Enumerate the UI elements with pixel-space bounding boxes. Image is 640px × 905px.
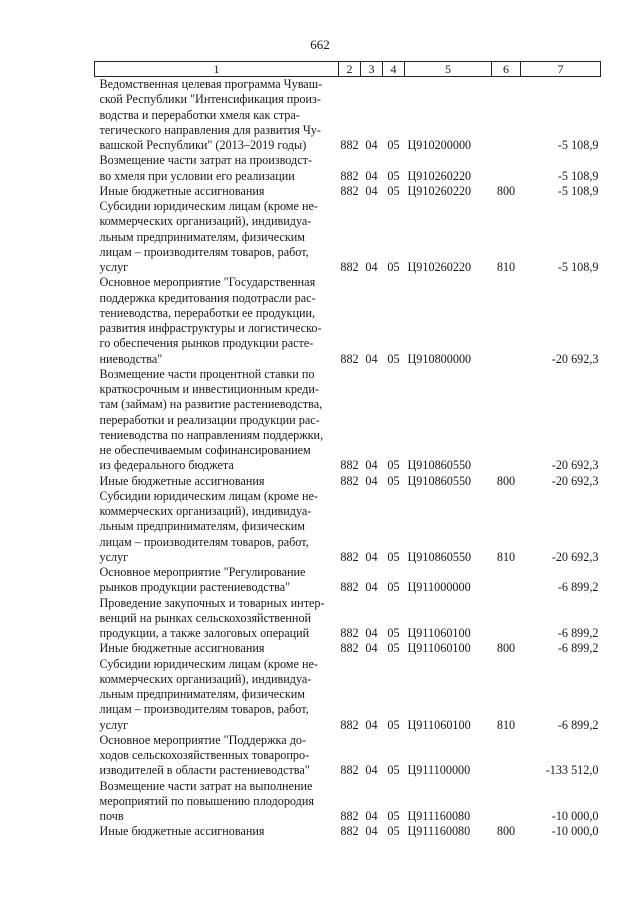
cell-target-article: Ц910260220 [407,183,472,198]
cell-expense-type: 810 [496,717,516,732]
cell-expense-type [492,367,521,474]
table-row [95,367,601,474]
cell-ministry-code: 882 [340,168,359,183]
description-line: услуг [99,549,129,564]
cell-expense-type [492,77,521,154]
description-line: венций на рынках сельскохозяйственной [99,610,312,625]
description-line: льным предпринимателям, физическим [99,519,305,534]
cell-amount: -20 692,3 [551,458,599,473]
cell-subsection: 05 [387,626,400,640]
header-cell-amount: 7 [521,62,601,77]
row-description [95,824,339,839]
table-row [95,641,601,656]
cell-section: 04 [365,351,378,366]
cell-amount: -20 692,3 [551,351,599,366]
description-line: Субсидии юридическим лицам (кроме не- [99,656,318,671]
row-description [95,641,339,656]
cell-subsection: 05 [387,809,400,823]
cell-amount: -5 108,9 [557,138,599,152]
description-line: лицам – производителям товаров, работ, [99,244,309,259]
description-line: ской Республики "Интенсификация произ- [99,92,321,107]
description-line: го обеспечения рынков продукции расте- [99,336,314,351]
description-line: изводителей в области растениеводства" [99,763,310,778]
cell-amount: -10 000,0 [551,824,599,839]
description-line: льным предпринимателям, физическим [99,229,305,244]
description-line: Иные бюджетные ассигнования [99,641,265,656]
description-line: Иные бюджетные ассигнования [99,473,265,488]
description-line: продукции, а также залоговых операций [99,626,310,640]
table-header [95,62,601,77]
description-line: Возмещение части затрат на выполнение [99,778,313,793]
cell-target-article: Ц911000000 [407,580,471,595]
cell-target-article: Ц911060100 [407,626,471,640]
row-description [95,77,339,154]
table-row [95,199,601,275]
table-row [95,657,601,733]
table-row [95,474,601,489]
row-description [95,275,339,367]
cell-expense-type [492,596,521,642]
cell-subsection: 05 [387,260,400,274]
cell-ministry-code: 882 [340,138,359,152]
cell-subsection: 05 [387,351,400,366]
cell-target-article: Ц911160080 [407,809,471,823]
cell-ministry-code: 882 [340,351,359,366]
cell-ministry-code: 882 [340,809,359,823]
cell-section: 04 [365,824,378,839]
cell-amount: -5 108,9 [557,168,599,183]
cell-amount: -20 692,3 [551,549,599,564]
description-line: рынков продукции растениеводства" [99,580,291,595]
description-line: не обеспечиваемым софинансированием [99,443,311,457]
cell-expense-type: 800 [496,183,516,198]
cell-expense-type: 800 [496,824,516,839]
cell-section: 04 [365,763,378,778]
cell-ministry-code: 882 [340,763,359,778]
description-line: коммерческих организаций), индивидуа- [99,504,312,518]
cell-target-article: Ц910200000 [407,138,472,152]
description-line: из федерального бюджета [99,458,234,473]
cell-target-article: Ц910260220 [407,260,472,274]
cell-section: 04 [365,138,378,152]
cell-target-article: Ц910860550 [407,549,472,564]
cell-expense-type [492,153,521,184]
row-description [95,199,339,275]
cell-amount: -6 899,2 [557,717,599,732]
description-line: коммерческих организаций), индивидуа- [99,671,312,686]
cell-section: 04 [365,458,378,473]
header-row [95,62,601,77]
description-line: Основное мероприятие "Поддержка до- [99,732,307,747]
cell-target-article: Ц911160080 [407,824,471,839]
header-cell-ministry: 2 [339,62,361,77]
description-line: Иные бюджетные ассигнования [99,183,265,198]
description-line: во хмеля при условии его реализации [99,168,295,183]
cell-target-article: Ц910800000 [407,351,472,366]
description-line: поддержка кредитования подотрасли рас- [99,290,316,305]
description-line: там (займам) на развитие растениеводства, [99,397,323,412]
cell-section: 04 [365,626,378,640]
cell-expense-type [492,275,521,367]
cell-target-article: Ц911100000 [407,763,471,778]
description-line: почв [99,809,124,823]
cell-section: 04 [365,473,378,488]
description-line: мероприятий по повышению плодородия [99,793,314,808]
cell-expense-type [492,733,521,779]
table-body [95,77,601,840]
description-line: Основное мероприятие "Регулирование [99,565,306,579]
table-row [95,77,601,154]
cell-section: 04 [365,641,378,656]
table-row [95,489,601,565]
cell-section: 04 [365,580,378,595]
cell-expense-type: 800 [496,641,516,656]
row-description [95,184,339,199]
cell-ministry-code: 882 [340,473,359,488]
row-description [95,733,339,779]
table-row [95,596,601,642]
description-line: лицам – производителям товаров, работ, [99,534,309,549]
cell-amount: -20 692,3 [551,473,599,488]
table-row [95,153,601,184]
description-line: Основное мероприятие "Государственная [99,275,316,290]
table-row [95,824,601,839]
table-row [95,565,601,596]
cell-amount: -6 899,2 [557,580,599,595]
table-row [95,184,601,199]
cell-expense-type [492,779,521,825]
description-line: услуг [99,717,129,732]
row-description [95,596,339,642]
cell-section: 04 [365,717,378,732]
cell-target-article: Ц910860550 [407,473,472,488]
cell-ministry-code: 882 [340,717,359,732]
cell-subsection: 05 [387,458,400,473]
table-row [95,779,601,825]
description-line: Ведомственная целевая программа Чуваш- [99,77,323,91]
row-description [95,153,339,184]
cell-ministry-code: 882 [340,260,359,274]
cell-section: 04 [365,809,378,823]
cell-amount: -10 000,0 [551,809,599,823]
description-line: Проведение закупочных и товарных интер- [99,595,325,610]
cell-subsection: 05 [387,473,400,488]
cell-ministry-code: 882 [340,549,359,564]
cell-amount: -6 899,2 [557,641,599,656]
table-row [95,275,601,367]
cell-subsection: 05 [387,183,400,198]
cell-subsection: 05 [387,138,400,152]
header-cell-section: 3 [361,62,383,77]
description-line: льным предпринимателям, физическим [99,687,305,701]
cell-expense-type: 810 [496,260,516,274]
description-line: Иные бюджетные ассигнования [99,824,265,839]
header-cell-expense-type: 6 [492,62,521,77]
row-description [95,474,339,489]
cell-subsection: 05 [387,168,400,183]
cell-ministry-code: 882 [340,183,359,198]
cell-expense-type: 800 [496,473,516,488]
description-line: Субсидии юридическим лицам (кроме не- [99,199,318,213]
header-cell-subsection: 4 [383,62,405,77]
cell-target-article: Ц911060100 [407,641,471,656]
row-description [95,367,339,474]
cell-ministry-code: 882 [340,458,359,473]
description-line: тегического направления для развития Чу- [99,122,321,137]
cell-subsection: 05 [387,717,400,732]
cell-ministry-code: 882 [340,641,359,656]
description-line: вашской Республики" (2013–2019 годы) [99,138,307,152]
page-number: 662 [310,37,330,52]
cell-expense-type [492,565,521,596]
description-line: ходов сельскохозяйственных товаропро- [99,748,310,762]
cell-subsection: 05 [387,763,400,778]
description-line: тениеводства, переработки ее продукции, [99,305,316,320]
cell-amount: -6 899,2 [557,626,599,640]
description-line: краткосрочным и инвестиционным креди- [99,382,319,396]
budget-table [94,61,601,840]
cell-section: 04 [365,183,378,198]
row-description [95,779,339,825]
cell-ministry-code: 882 [340,824,359,839]
description-line: коммерческих организаций), индивидуа- [99,214,312,229]
cell-subsection: 05 [387,549,400,564]
cell-ministry-code: 882 [340,626,359,640]
cell-target-article: Ц910860550 [407,458,472,473]
description-line: Возмещение части процентной ставки по [99,366,315,381]
cell-subsection: 05 [387,824,400,839]
description-line: ниеводства" [99,351,163,366]
cell-amount: -5 108,9 [557,183,599,198]
row-description [95,657,339,733]
cell-amount: -5 108,9 [557,260,599,274]
cell-subsection: 05 [387,641,400,656]
description-line: Возмещение части затрат на производст- [99,153,313,168]
cell-amount: -133 512,0 [545,763,599,778]
table-row [95,733,601,779]
description-line: лицам – производителям товаров, работ, [99,702,309,717]
description-line: водства и переработки хмеля как стра- [99,107,300,122]
cell-section: 04 [365,168,378,183]
row-description [95,489,339,565]
description-line: услуг [99,260,129,274]
description-line: тениеводства по направлениям поддержки, [99,427,324,442]
description-line: развития инфраструктуры и логистическо- [99,321,322,335]
cell-ministry-code: 882 [340,580,359,595]
cell-subsection: 05 [387,580,400,595]
description-line: Субсидии юридическим лицам (кроме не- [99,488,318,503]
cell-section: 04 [365,549,378,564]
cell-expense-type: 810 [496,549,516,564]
cell-target-article: Ц911060100 [407,717,471,732]
header-cell-target-article: 5 [405,62,492,77]
cell-section: 04 [365,260,378,274]
description-line: переработки и реализации продукции рас- [99,412,320,427]
header-cell-name: 1 [95,62,339,77]
row-description [95,565,339,596]
cell-target-article: Ц910260220 [407,168,472,183]
